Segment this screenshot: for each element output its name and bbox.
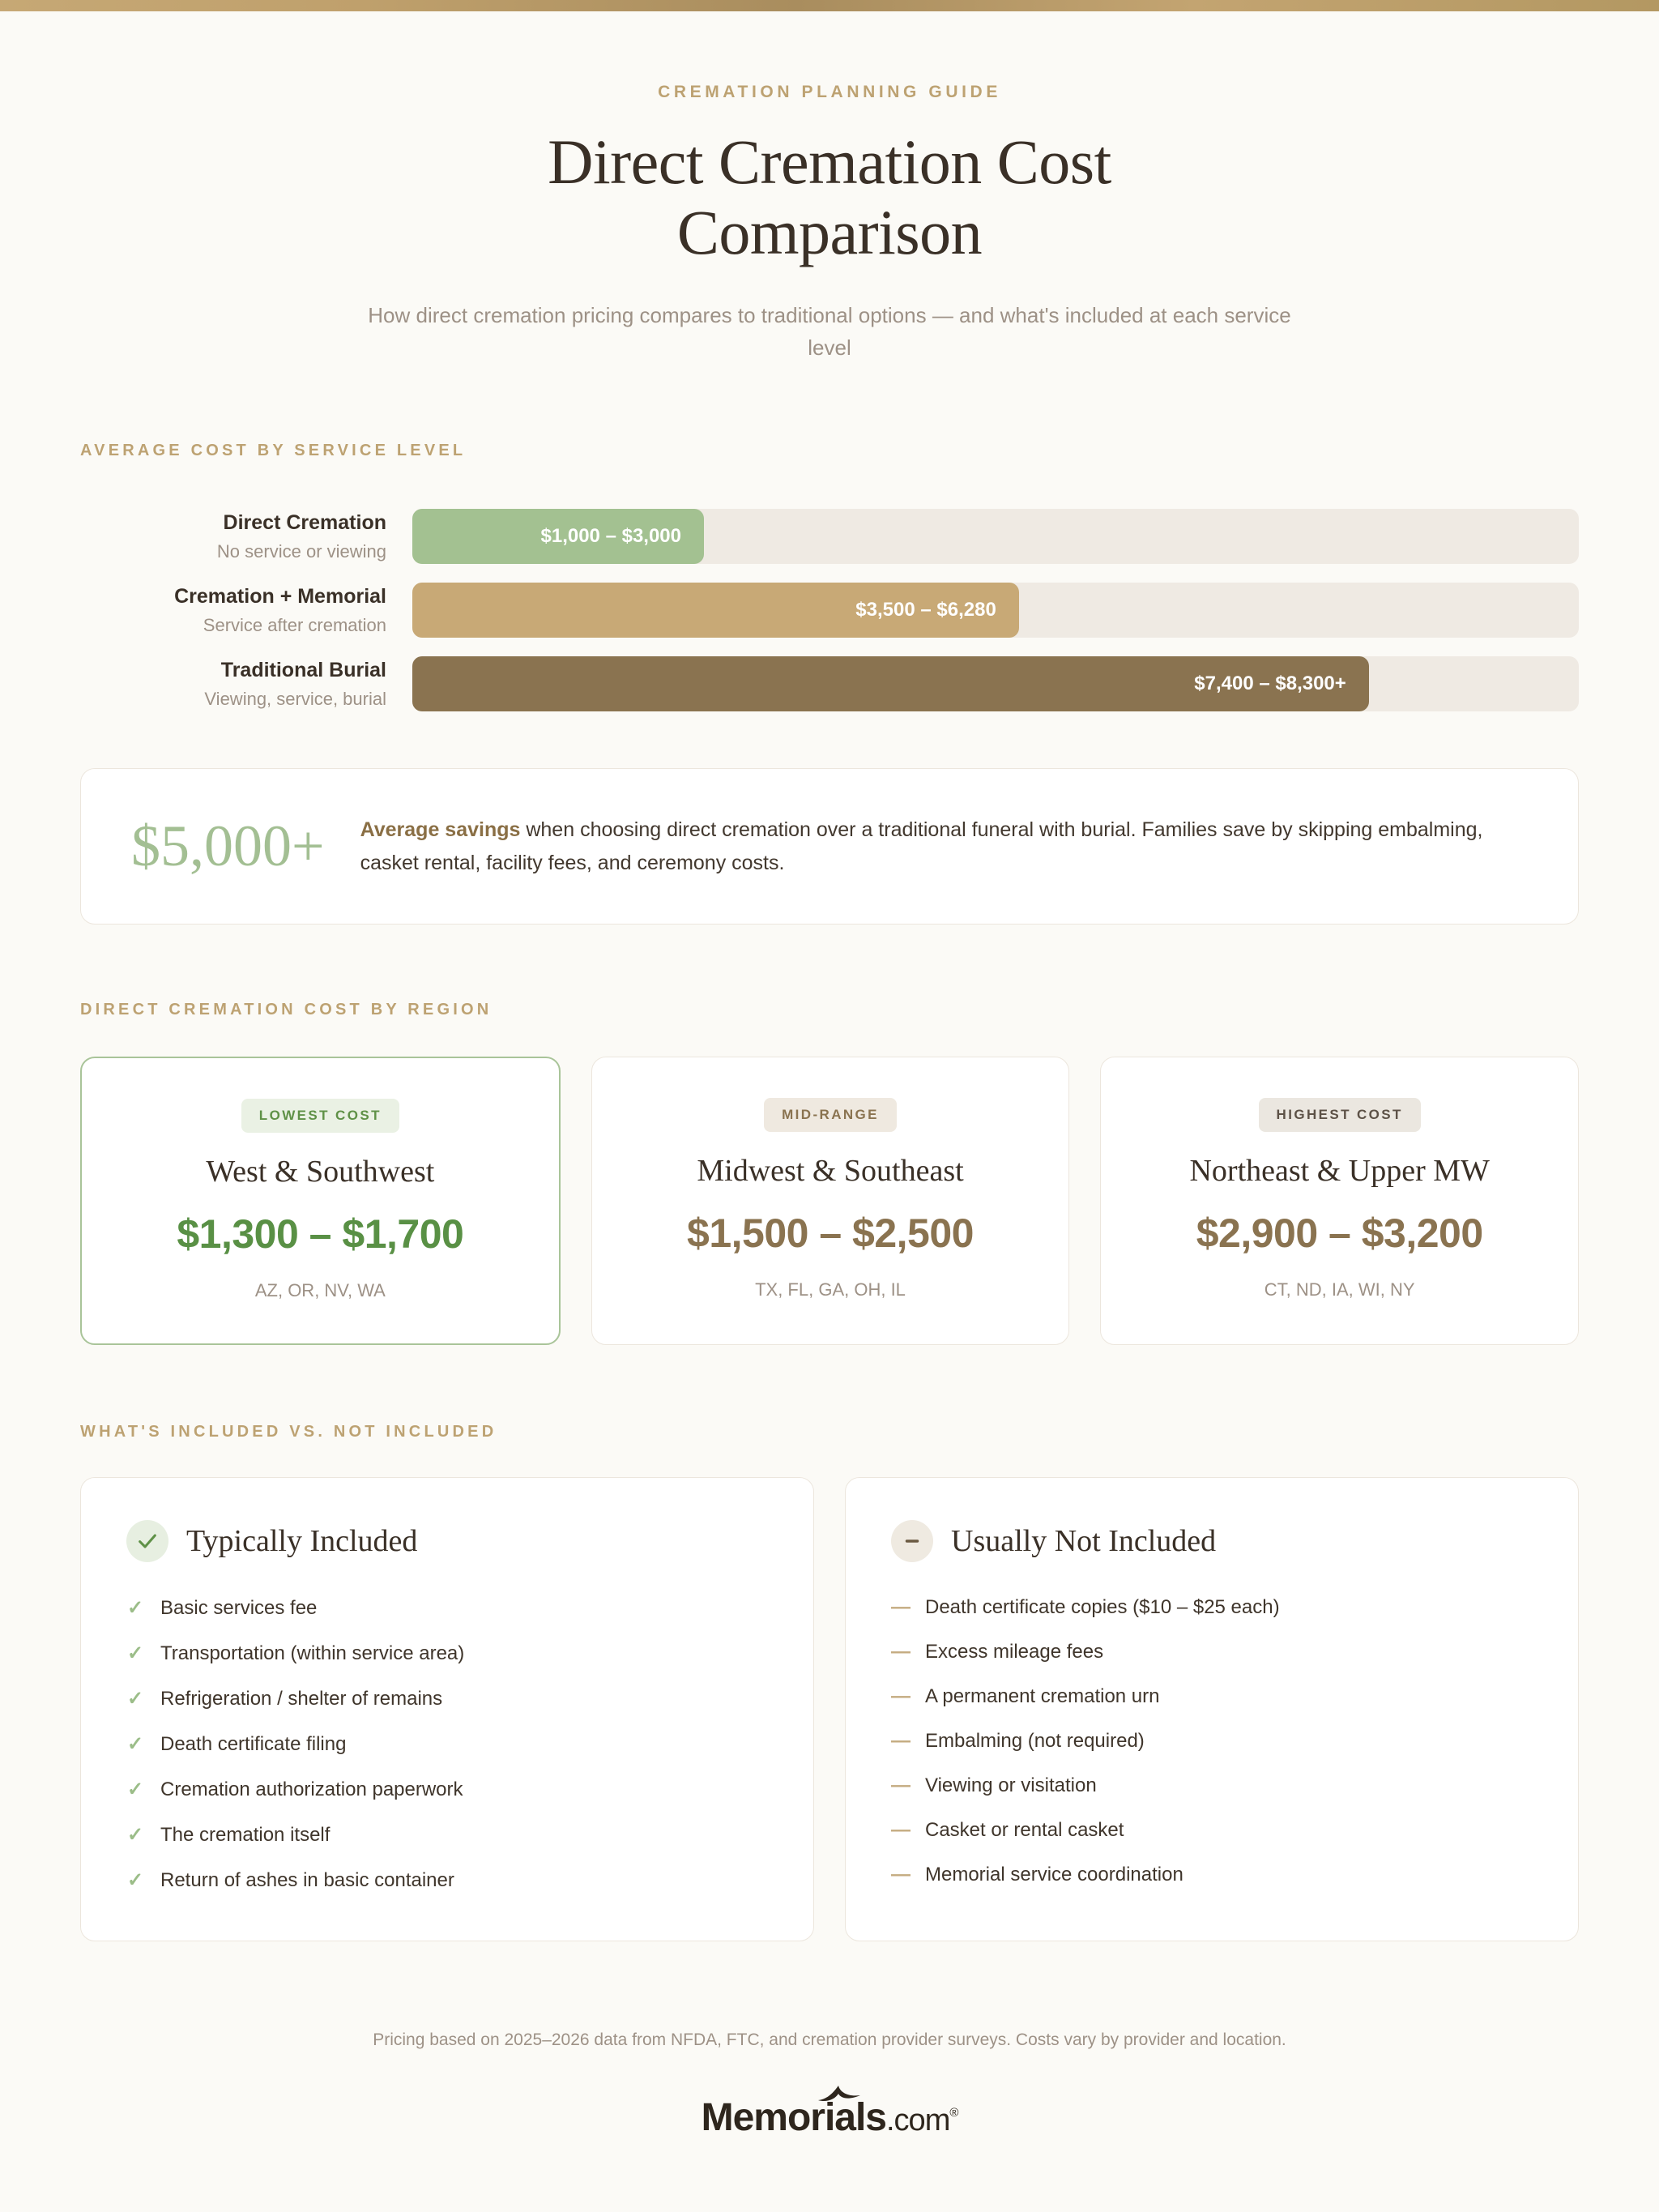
section-label-included: WHAT'S INCLUDED VS. NOT INCLUDED bbox=[80, 1422, 497, 1441]
savings-lead: Average savings bbox=[360, 818, 521, 842]
typically-included-list bbox=[126, 1596, 768, 1892]
page-subtitle: How direct cremation pricing compares to traditional options — and what's included at each service level bbox=[368, 302, 1291, 361]
region-card-midwest-southeast[interactable] bbox=[591, 1057, 1070, 1345]
region-badge: HIGHEST COST bbox=[1259, 1098, 1421, 1132]
bar-fill bbox=[412, 656, 1369, 711]
top-accent-bar bbox=[0, 0, 1659, 11]
minus-icon: — bbox=[891, 1640, 911, 1663]
list-item-label: Basic services fee bbox=[160, 1596, 318, 1619]
region-name: West & Southwest bbox=[206, 1155, 435, 1189]
section-label-region: DIRECT CREMATION COST BY REGION bbox=[80, 1001, 493, 1019]
list-item-label: Excess mileage fees bbox=[925, 1640, 1104, 1663]
list-item-label: Death certificate copies ($10 – $25 each) bbox=[925, 1595, 1280, 1618]
bar-track bbox=[412, 583, 1579, 638]
page-title bbox=[0, 126, 1659, 268]
list-item bbox=[891, 1819, 1533, 1842]
list-item bbox=[126, 1596, 768, 1620]
cost-by-region-section bbox=[80, 1001, 1579, 1345]
savings-body: when choosing direct cremation over a traditional funeral with burial. Families save by skipping embalming, casket rental, facility fees, and ceremony costs. bbox=[360, 818, 1483, 874]
list-item bbox=[126, 1778, 768, 1801]
logo-suffix: .com bbox=[886, 2103, 950, 2137]
bar-label-group bbox=[80, 658, 412, 710]
savings-callout bbox=[80, 768, 1579, 925]
region-states: AZ, OR, NV, WA bbox=[254, 1279, 386, 1300]
whats-included-section bbox=[80, 1423, 1579, 1941]
page-title-line-1: Direct Cremation Cost bbox=[548, 126, 1111, 197]
savings-description bbox=[360, 813, 1528, 879]
usually-not-included-header bbox=[891, 1520, 1533, 1562]
region-card-grid bbox=[80, 1057, 1579, 1345]
bar-label-group bbox=[80, 584, 412, 636]
region-name: Midwest & Southeast bbox=[697, 1154, 964, 1189]
eyebrow-label: CREMATION PLANNING GUIDE bbox=[658, 83, 1001, 101]
bar-row bbox=[80, 656, 1579, 711]
bar-category-desc: No service or viewing bbox=[216, 540, 386, 562]
list-item bbox=[891, 1641, 1533, 1663]
typically-included-title: Typically Included bbox=[186, 1523, 418, 1558]
bar-fill bbox=[412, 509, 704, 564]
minus-icon: — bbox=[891, 1774, 911, 1796]
check-icon bbox=[126, 1520, 168, 1562]
memorials-logo[interactable] bbox=[702, 2095, 958, 2140]
region-card-west-southwest[interactable] bbox=[80, 1057, 561, 1345]
list-item-label: Memorial service coordination bbox=[925, 1863, 1183, 1885]
list-item bbox=[891, 1774, 1533, 1797]
page-header bbox=[0, 11, 1659, 364]
check-icon: ✓ bbox=[126, 1732, 144, 1755]
check-icon: ✓ bbox=[126, 1778, 144, 1800]
bar-category-name: Cremation + Memorial bbox=[174, 585, 386, 609]
minus-icon: — bbox=[891, 1729, 911, 1752]
list-item bbox=[891, 1596, 1533, 1619]
list-item-label: Refrigeration / shelter of remains bbox=[160, 1687, 443, 1710]
list-item bbox=[891, 1685, 1533, 1708]
bar-category-desc: Service after cremation bbox=[203, 614, 386, 635]
check-icon: ✓ bbox=[126, 1642, 144, 1664]
check-icon: ✓ bbox=[126, 1868, 144, 1891]
list-item-label: A permanent cremation urn bbox=[925, 1685, 1160, 1707]
bar-chart bbox=[80, 509, 1579, 711]
list-item bbox=[126, 1823, 768, 1847]
region-price: $1,500 – $2,500 bbox=[687, 1210, 974, 1256]
typically-included-card bbox=[80, 1477, 814, 1941]
region-price: $2,900 – $3,200 bbox=[1196, 1210, 1483, 1256]
minus-icon: — bbox=[891, 1685, 911, 1707]
bar-label-group bbox=[80, 510, 412, 562]
bar-row bbox=[80, 583, 1579, 638]
region-states: TX, FL, GA, OH, IL bbox=[755, 1279, 906, 1300]
region-name: Northeast & Upper MW bbox=[1189, 1154, 1490, 1189]
check-icon: ✓ bbox=[126, 1823, 144, 1846]
region-price: $1,300 – $1,700 bbox=[177, 1211, 464, 1257]
page-footer bbox=[0, 2031, 1659, 2197]
list-item-label: The cremation itself bbox=[160, 1823, 331, 1846]
minus-icon bbox=[891, 1520, 933, 1562]
bar-fill bbox=[412, 583, 1019, 638]
bar-value-label: $1,000 – $3,000 bbox=[540, 525, 681, 548]
bar-category-name: Direct Cremation bbox=[223, 511, 386, 535]
list-item-label: Embalming (not required) bbox=[925, 1729, 1145, 1752]
list-item bbox=[126, 1732, 768, 1756]
list-item-label: Death certificate filing bbox=[160, 1732, 347, 1755]
savings-amount: $5,000+ bbox=[131, 813, 325, 879]
list-item-label: Casket or rental casket bbox=[925, 1818, 1124, 1841]
usually-not-included-list bbox=[891, 1596, 1533, 1886]
check-icon: ✓ bbox=[126, 1596, 144, 1619]
list-item bbox=[126, 1868, 768, 1892]
check-icon: ✓ bbox=[126, 1687, 144, 1710]
cost-by-service-level-section bbox=[80, 442, 1579, 925]
logo-registered-mark: ® bbox=[949, 2105, 958, 2120]
bar-category-name: Traditional Burial bbox=[220, 659, 386, 682]
bar-track bbox=[412, 509, 1579, 564]
bar-row bbox=[80, 509, 1579, 564]
list-item bbox=[891, 1864, 1533, 1886]
region-badge: MID-RANGE bbox=[764, 1098, 897, 1132]
typically-included-header bbox=[126, 1520, 768, 1562]
usually-not-included-title: Usually Not Included bbox=[951, 1523, 1217, 1558]
bar-track bbox=[412, 656, 1579, 711]
bar-category-desc: Viewing, service, burial bbox=[204, 688, 386, 709]
usually-not-included-card bbox=[845, 1477, 1579, 1941]
minus-icon: — bbox=[891, 1595, 911, 1618]
list-item bbox=[891, 1730, 1533, 1753]
included-grid bbox=[80, 1477, 1579, 1941]
region-card-northeast-upper-mw[interactable] bbox=[1100, 1057, 1579, 1345]
region-states: CT, ND, IA, WI, NY bbox=[1264, 1279, 1415, 1300]
section-label-service-level: AVERAGE COST BY SERVICE LEVEL bbox=[80, 442, 467, 460]
list-item bbox=[126, 1687, 768, 1710]
minus-icon: — bbox=[891, 1818, 911, 1841]
footnote-text: Pricing based on 2025–2026 data from NFDA, FTC, and cremation provider surveys. Costs vary by provider and location. bbox=[373, 2030, 1286, 2049]
region-badge: LOWEST COST bbox=[241, 1099, 399, 1133]
bar-value-label: $3,500 – $6,280 bbox=[855, 599, 996, 621]
bird-swoosh-icon bbox=[817, 2084, 862, 2105]
minus-icon: — bbox=[891, 1863, 911, 1885]
list-item-label: Return of ashes in basic container bbox=[160, 1868, 454, 1891]
page-title-line-2: Comparison bbox=[676, 197, 983, 268]
list-item bbox=[126, 1642, 768, 1665]
logo-main: Memorials bbox=[701, 2095, 886, 2139]
list-item-label: Transportation (within service area) bbox=[160, 1642, 465, 1664]
list-item-label: Viewing or visitation bbox=[925, 1774, 1097, 1796]
list-item-label: Cremation authorization paperwork bbox=[160, 1778, 463, 1800]
bar-value-label: $7,400 – $8,300+ bbox=[1194, 673, 1346, 695]
